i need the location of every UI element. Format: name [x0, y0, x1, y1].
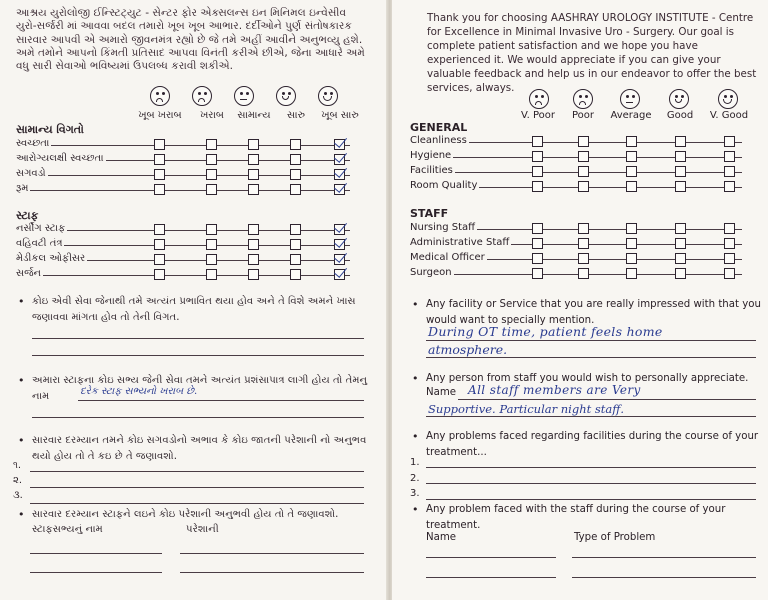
rating-row-label: સગવડો — [16, 168, 46, 179]
rating-checkbox[interactable] — [290, 254, 301, 265]
connector-line — [543, 157, 578, 158]
connector-line — [589, 187, 626, 188]
handwritten-answer: Supportive. Particular night staff. — [428, 402, 625, 416]
staff-name-label: સ્ટાફસભ્યનું નામ — [32, 524, 103, 535]
rating-checkbox[interactable] — [206, 184, 217, 195]
rating-row — [0, 138, 388, 152]
rating-checkbox[interactable] — [675, 238, 686, 249]
good-face-icon — [669, 89, 689, 109]
rating-checkbox[interactable] — [675, 151, 686, 162]
connector-line — [637, 142, 675, 143]
line-number: 1. — [410, 457, 420, 468]
rating-checkbox[interactable] — [724, 166, 735, 177]
rating-row — [392, 180, 768, 194]
rating-checkbox[interactable] — [290, 184, 301, 195]
rating-row-label: Administrative Staff — [410, 237, 510, 248]
rating-row — [0, 268, 388, 282]
connector-line — [735, 259, 742, 260]
connector-line — [637, 157, 675, 158]
question-text: સારવાર દરમ્યાન તમને કોઇ સગવડોનો અભાવ કે કોઇ જાતની પરેશાની નો અનુભવ થયો હોય તો તે કઇ છે તે જણાવશો. — [32, 435, 367, 462]
rating-row-label: સ્વચ્છતા — [16, 138, 50, 149]
rating-checkbox[interactable] — [532, 166, 543, 177]
answer-line[interactable] — [180, 572, 364, 573]
connector-line — [165, 230, 206, 231]
connector-line — [637, 274, 675, 275]
rating-row-label: Nursing Staff — [410, 222, 476, 233]
rating-checkbox[interactable] — [578, 181, 589, 192]
rating-checkbox[interactable] — [724, 253, 735, 264]
connector-line — [543, 274, 578, 275]
rating-checkbox[interactable] — [724, 223, 735, 234]
connector-line — [543, 229, 578, 230]
rating-checkbox[interactable] — [626, 223, 637, 234]
rating-checkbox[interactable] — [626, 166, 637, 177]
connector-line — [543, 142, 578, 143]
rating-checkbox[interactable] — [290, 239, 301, 250]
leader-line — [487, 259, 532, 260]
question-facility-problems: • Any problems faced regarding facilities during the course of your treatment... — [412, 430, 759, 458]
rating-checkbox[interactable] — [532, 136, 543, 147]
question-appreciate-staff: • અમારા સ્ટાફના કોઇ સભ્ય જેની સેવા તમને અત્યંત પ્રશંસાપાત્ર લાગી હોય તો તેમનુ નામ — [18, 374, 368, 402]
leader-line — [87, 260, 154, 261]
connector-line — [589, 172, 626, 173]
question-text: કોઇ એવી સેવા જેનાથી તમે અત્યંત પ્રભાવિત થયા હોવ અને તે વિશે અમને ખાસ જણાવવા માંગતા હોવ તો તેની વિગત. — [32, 296, 356, 323]
rating-checkbox[interactable] — [248, 224, 259, 235]
connector-line — [345, 275, 350, 276]
general-section-title: GENERAL — [410, 121, 468, 134]
connector-line — [686, 244, 724, 245]
rating-row — [0, 168, 388, 182]
answer-line[interactable] — [32, 355, 364, 356]
connector-line — [686, 259, 724, 260]
rating-checkbox[interactable] — [578, 151, 589, 162]
line-number: ૩. — [13, 490, 23, 501]
leader-line — [454, 274, 532, 275]
leader-line — [511, 244, 532, 245]
general-section-title: સામાન્ય વિગતો — [16, 123, 84, 136]
connector-line — [301, 160, 334, 161]
rating-row — [392, 237, 768, 251]
rating-checkbox[interactable] — [290, 269, 301, 280]
connector-line — [217, 175, 248, 176]
rating-checkbox[interactable] — [578, 166, 589, 177]
line-number: 2. — [410, 473, 420, 484]
rating-checkbox[interactable] — [248, 139, 259, 150]
connector-line — [345, 190, 350, 191]
answer-line[interactable] — [30, 572, 162, 573]
rating-checkbox[interactable] — [334, 269, 345, 280]
answer-line[interactable] — [426, 557, 556, 558]
connector-line — [165, 260, 206, 261]
handwritten-answer: All staff members are Very — [468, 383, 641, 397]
rating-row — [392, 135, 768, 149]
scale-label: ખરાબ — [200, 110, 224, 121]
leader-line — [48, 175, 154, 176]
rating-checkbox[interactable] — [578, 136, 589, 147]
rating-checkbox[interactable] — [290, 139, 301, 150]
rating-row — [0, 183, 388, 197]
connector-line — [259, 245, 290, 246]
rating-checkbox[interactable] — [154, 239, 165, 250]
answer-line[interactable] — [426, 416, 756, 417]
connector-line — [543, 244, 578, 245]
leader-line — [106, 160, 154, 161]
staff-section-title: STAFF — [410, 207, 449, 220]
answer-line[interactable] — [426, 340, 756, 341]
rating-faces — [529, 89, 738, 109]
connector-line — [217, 245, 248, 246]
rating-row-label: Room Quality — [410, 180, 478, 191]
connector-line — [217, 145, 248, 146]
rating-checkbox[interactable] — [626, 268, 637, 279]
question-facility-problems: • સારવાર દરમ્યાન તમને કોઇ સગવડોનો અભાવ કે કોઇ જાતની પરેશાની નો અનુભવ થયો હોય તો તે કઇ છે તે જણાવશો. — [18, 434, 367, 462]
connector-line — [301, 260, 334, 261]
answer-line[interactable] — [426, 577, 556, 578]
rating-checkbox[interactable] — [724, 151, 735, 162]
question-text: Any person from staff you would wish to personally appreciate. — [426, 373, 749, 384]
answer-line[interactable] — [180, 553, 364, 554]
leader-line — [51, 145, 154, 146]
answer-line[interactable] — [426, 467, 756, 468]
rating-checkbox[interactable] — [626, 136, 637, 147]
scale-label: સારુ — [287, 110, 305, 121]
leader-line — [455, 172, 532, 173]
rating-row-label: Hygiene — [410, 150, 452, 161]
connector-line — [301, 230, 334, 231]
connector-line — [686, 172, 724, 173]
scale-label: ખૂબ ખરાબ — [138, 110, 182, 121]
leader-line — [43, 275, 154, 276]
rating-checkbox[interactable] — [532, 223, 543, 234]
intro-text-english: Thank you for choosing AASHRAY UROLOGY INSTITUTE - Centre for Excellence in Minimal Invasive Uro - Surgery. Our goal is complete patient satisfaction and we hope you have experienced it. We would appreciate if you can give your valuable feedback and help us in our endeavor to offer the best services, always. — [427, 12, 757, 94]
rating-checkbox[interactable] — [154, 269, 165, 280]
rating-checkbox[interactable] — [532, 238, 543, 249]
leader-line — [67, 230, 154, 231]
answer-line[interactable] — [30, 553, 162, 554]
good-face-icon — [276, 86, 296, 106]
connector-line — [165, 145, 206, 146]
connector-line — [686, 157, 724, 158]
rating-row — [0, 223, 388, 237]
rating-faces — [150, 86, 338, 106]
connector-line — [165, 175, 206, 176]
poor-face-icon — [573, 89, 593, 109]
answer-line[interactable] — [30, 487, 364, 488]
answer-line[interactable] — [426, 499, 756, 500]
answer-line[interactable] — [572, 577, 756, 578]
question-impressive-service: • કોઇ એવી સેવા જેનાથી તમે અત્યંત પ્રભાવિત થયા હોવ અને તે વિશે અમને ખાસ જણાવવા માંગતા હોવ તો તેની વિગત. — [18, 295, 356, 323]
rating-checkbox[interactable] — [154, 154, 165, 165]
connector-line — [589, 229, 626, 230]
answer-line[interactable] — [78, 400, 364, 401]
connector-line — [589, 157, 626, 158]
connector-line — [735, 172, 742, 173]
question-impressive-service: • Any facility or Service that you are really impressed with that you would want to specially mention. — [412, 298, 761, 326]
connector-line — [637, 244, 675, 245]
connector-line — [345, 145, 350, 146]
rating-row — [392, 165, 768, 179]
connector-line — [217, 260, 248, 261]
answer-line[interactable] — [426, 357, 756, 358]
rating-row-label: Medical Officer — [410, 252, 485, 263]
connector-line — [637, 187, 675, 188]
average-face-icon — [620, 89, 640, 109]
rating-checkbox[interactable] — [248, 169, 259, 180]
connector-line — [345, 245, 350, 246]
rating-checkbox[interactable] — [206, 224, 217, 235]
rating-checkbox[interactable] — [578, 223, 589, 234]
line-number: ૨. — [13, 475, 23, 486]
rating-checkbox[interactable] — [675, 136, 686, 147]
rating-row — [392, 150, 768, 164]
answer-line[interactable] — [572, 557, 756, 558]
very-good-face-icon — [718, 89, 738, 109]
rating-checkbox[interactable] — [206, 169, 217, 180]
rating-checkbox[interactable] — [724, 268, 735, 279]
connector-line — [301, 275, 334, 276]
question-text: સારવાર દરમ્યાન સ્ટાફને લઇને કોઇ પરેશાની અનુભવી હોય તો તે જણાવશો. — [32, 509, 339, 520]
rating-checkbox[interactable] — [248, 184, 259, 195]
rating-checkbox[interactable] — [290, 154, 301, 165]
rating-checkbox[interactable] — [675, 223, 686, 234]
scale-label: ખૂબ સારુ — [321, 110, 359, 121]
name-label: Name — [426, 387, 457, 398]
average-face-icon — [234, 86, 254, 106]
line-number: ૧. — [13, 460, 22, 471]
rating-checkbox[interactable] — [154, 139, 165, 150]
rating-row-label: રૂમ — [16, 183, 29, 194]
rating-checkbox[interactable] — [248, 154, 259, 165]
question-text: Any problems faced regarding facilities during the course of your treatment... — [426, 431, 759, 458]
leader-line — [453, 157, 532, 158]
rating-checkbox[interactable] — [626, 181, 637, 192]
rating-row-label: વહિવટી તંત્ર — [16, 238, 63, 249]
connector-line — [345, 160, 350, 161]
rating-checkbox[interactable] — [626, 238, 637, 249]
answer-line[interactable] — [32, 338, 364, 339]
rating-row — [392, 267, 768, 281]
connector-line — [686, 142, 724, 143]
rating-checkbox[interactable] — [290, 224, 301, 235]
answer-line[interactable] — [32, 417, 364, 418]
scale-label: Average — [610, 110, 652, 121]
answer-line[interactable] — [30, 503, 364, 504]
rating-checkbox[interactable] — [334, 184, 345, 195]
connector-line — [735, 142, 742, 143]
rating-checkbox[interactable] — [532, 253, 543, 264]
question-text: અમારા સ્ટાફના કોઇ સભ્ય જેની સેવા તમને અત્યંત પ્રશંસાપાત્ર લાગી હોય તો તેમનુ નામ — [32, 375, 368, 402]
scale-label: V. Good — [709, 110, 749, 121]
connector-line — [345, 260, 350, 261]
english-feedback-page — [392, 0, 768, 600]
leader-line — [477, 229, 532, 230]
answer-line[interactable] — [426, 483, 756, 484]
question-appreciate-staff: • Any person from staff you would wish to personally appreciate. — [412, 372, 749, 385]
rating-checkbox[interactable] — [724, 136, 735, 147]
connector-line — [259, 160, 290, 161]
rating-checkbox[interactable] — [206, 139, 217, 150]
connector-line — [686, 187, 724, 188]
staff-name-label: Name — [426, 532, 457, 543]
rating-checkbox[interactable] — [532, 151, 543, 162]
staff-section-title: સ્ટાફ — [16, 209, 39, 222]
rating-checkbox[interactable] — [578, 253, 589, 264]
connector-line — [686, 274, 724, 275]
connector-line — [301, 245, 334, 246]
rating-checkbox[interactable] — [626, 253, 637, 264]
connector-line — [259, 260, 290, 261]
rating-checkbox[interactable] — [626, 151, 637, 162]
question-text: Any facility or Service that you are really impressed with that you would want to specially mention. — [426, 299, 761, 326]
scale-label: Poor — [571, 110, 595, 121]
scale-label: સામાન્ય — [237, 110, 271, 121]
rating-row-label: નર્સીંગ સ્ટાફ — [16, 223, 66, 234]
rating-row-label: Cleanliness — [410, 135, 467, 146]
connector-line — [589, 244, 626, 245]
rating-checkbox[interactable] — [578, 238, 589, 249]
rating-row — [0, 238, 388, 252]
intro-text-gujarati: આશ્રય યુરોલોજી ઈન્સ્ટિટ્યુટ - સેન્ટર ફોર એક્સલન્સ ઇન મિનિમલ ઇન્વેસીવ યુરો-સર્જરી માં આવવા બદલ તમારો ખૂબ ખૂબ આભાર. દર્દીઓને પુર્ણ સંતોષકારક સારવાર આપવી એ અમારો જીવનમંત્ર રહ્યો છે જે તમે અહીં આવીને અનુભવ્યુ હશે. અમે તમોને આપનો કિંમતી પ્રતિસાદ આપવા વિનંતી કરીએ છીએ, જેના આધારે અમે વધુ સારી સેવાઓ ભવિષ્યમાં ઉપલબ્ધ કરાવી શકીએ. — [16, 7, 365, 73]
connector-line — [301, 190, 334, 191]
leader-line — [479, 187, 532, 188]
leader-line — [469, 142, 532, 143]
connector-line — [735, 274, 742, 275]
handwritten-answer: During OT time, patient feels home — [428, 324, 663, 339]
connector-line — [259, 175, 290, 176]
connector-line — [637, 229, 675, 230]
rating-checkbox[interactable] — [334, 224, 345, 235]
leader-line — [30, 190, 154, 191]
rating-checkbox[interactable] — [206, 254, 217, 265]
connector-line — [345, 175, 350, 176]
answer-line[interactable] — [458, 399, 756, 400]
problem-type-label: Type of Problem — [574, 532, 656, 543]
connector-line — [301, 175, 334, 176]
connector-line — [686, 229, 724, 230]
rating-row — [392, 222, 768, 236]
rating-checkbox[interactable] — [334, 139, 345, 150]
rating-checkbox[interactable] — [290, 169, 301, 180]
handwritten-answer: દરેક સ્ટાફ સભ્યનો ખરાબ છે. — [80, 386, 198, 397]
connector-line — [165, 190, 206, 191]
connector-line — [259, 190, 290, 191]
connector-line — [735, 157, 742, 158]
rating-checkbox[interactable] — [206, 269, 217, 280]
connector-line — [543, 172, 578, 173]
connector-line — [589, 274, 626, 275]
rating-row-label: સર્જન — [16, 268, 42, 279]
connector-line — [589, 142, 626, 143]
connector-line — [217, 160, 248, 161]
rating-checkbox[interactable] — [206, 154, 217, 165]
rating-checkbox[interactable] — [248, 254, 259, 265]
question-text: Any problem faced with the staff during the course of your treatment. — [426, 504, 726, 531]
connector-line — [165, 160, 206, 161]
rating-checkbox[interactable] — [724, 238, 735, 249]
connector-line — [259, 275, 290, 276]
rating-checkbox[interactable] — [675, 268, 686, 279]
connector-line — [543, 259, 578, 260]
rating-checkbox[interactable] — [724, 181, 735, 192]
rating-checkbox[interactable] — [532, 181, 543, 192]
rating-checkbox[interactable] — [154, 184, 165, 195]
connector-line — [637, 172, 675, 173]
rating-checkbox[interactable] — [206, 239, 217, 250]
rating-row-label: Facilities — [410, 165, 453, 176]
rating-checkbox[interactable] — [334, 154, 345, 165]
poor-face-icon — [192, 86, 212, 106]
rating-row — [0, 253, 388, 267]
connector-line — [735, 244, 742, 245]
rating-checkbox[interactable] — [675, 181, 686, 192]
rating-checkbox[interactable] — [154, 224, 165, 235]
question-staff-problems: • Any problem faced with the staff during the course of your treatment. — [412, 503, 726, 531]
connector-line — [217, 275, 248, 276]
very-poor-face-icon — [529, 89, 549, 109]
rating-checkbox[interactable] — [532, 268, 543, 279]
connector-line — [259, 230, 290, 231]
rating-checkbox[interactable] — [675, 253, 686, 264]
rating-row — [392, 252, 768, 266]
handwritten-answer: atmosphere. — [428, 342, 508, 357]
line-number: 3. — [410, 488, 420, 499]
connector-line — [589, 259, 626, 260]
connector-line — [735, 229, 742, 230]
very-good-face-icon — [318, 86, 338, 106]
connector-line — [217, 190, 248, 191]
connector-line — [345, 230, 350, 231]
connector-line — [165, 275, 206, 276]
rating-checkbox[interactable] — [334, 254, 345, 265]
very-poor-face-icon — [150, 86, 170, 106]
rating-checkbox[interactable] — [154, 254, 165, 265]
connector-line — [637, 259, 675, 260]
scale-label: Good — [666, 110, 694, 121]
connector-line — [543, 187, 578, 188]
connector-line — [217, 230, 248, 231]
leader-line — [64, 245, 154, 246]
rating-row-label: આરોગ્યલક્ષી સ્વચ્છતા — [16, 153, 104, 164]
problem-label: પરેશાની — [186, 524, 219, 535]
rating-checkbox[interactable] — [334, 169, 345, 180]
connector-line — [301, 145, 334, 146]
rating-row-label: Surgeon — [410, 267, 452, 278]
rating-checkbox[interactable] — [248, 269, 259, 280]
connector-line — [165, 245, 206, 246]
rating-row-label: મેડીકલ ઓફીસર — [16, 253, 86, 264]
rating-checkbox[interactable] — [248, 239, 259, 250]
rating-checkbox[interactable] — [675, 166, 686, 177]
scale-label: V. Poor — [521, 110, 555, 121]
question-staff-problems: • સારવાર દરમ્યાન સ્ટાફને લઇને કોઇ પરેશાની અનુભવી હોય તો તે જણાવશો. — [18, 508, 339, 521]
rating-checkbox[interactable] — [154, 169, 165, 180]
connector-line — [259, 145, 290, 146]
rating-checkbox[interactable] — [578, 268, 589, 279]
rating-row — [0, 153, 388, 167]
rating-checkbox[interactable] — [334, 239, 345, 250]
answer-line[interactable] — [30, 471, 364, 472]
connector-line — [735, 187, 742, 188]
